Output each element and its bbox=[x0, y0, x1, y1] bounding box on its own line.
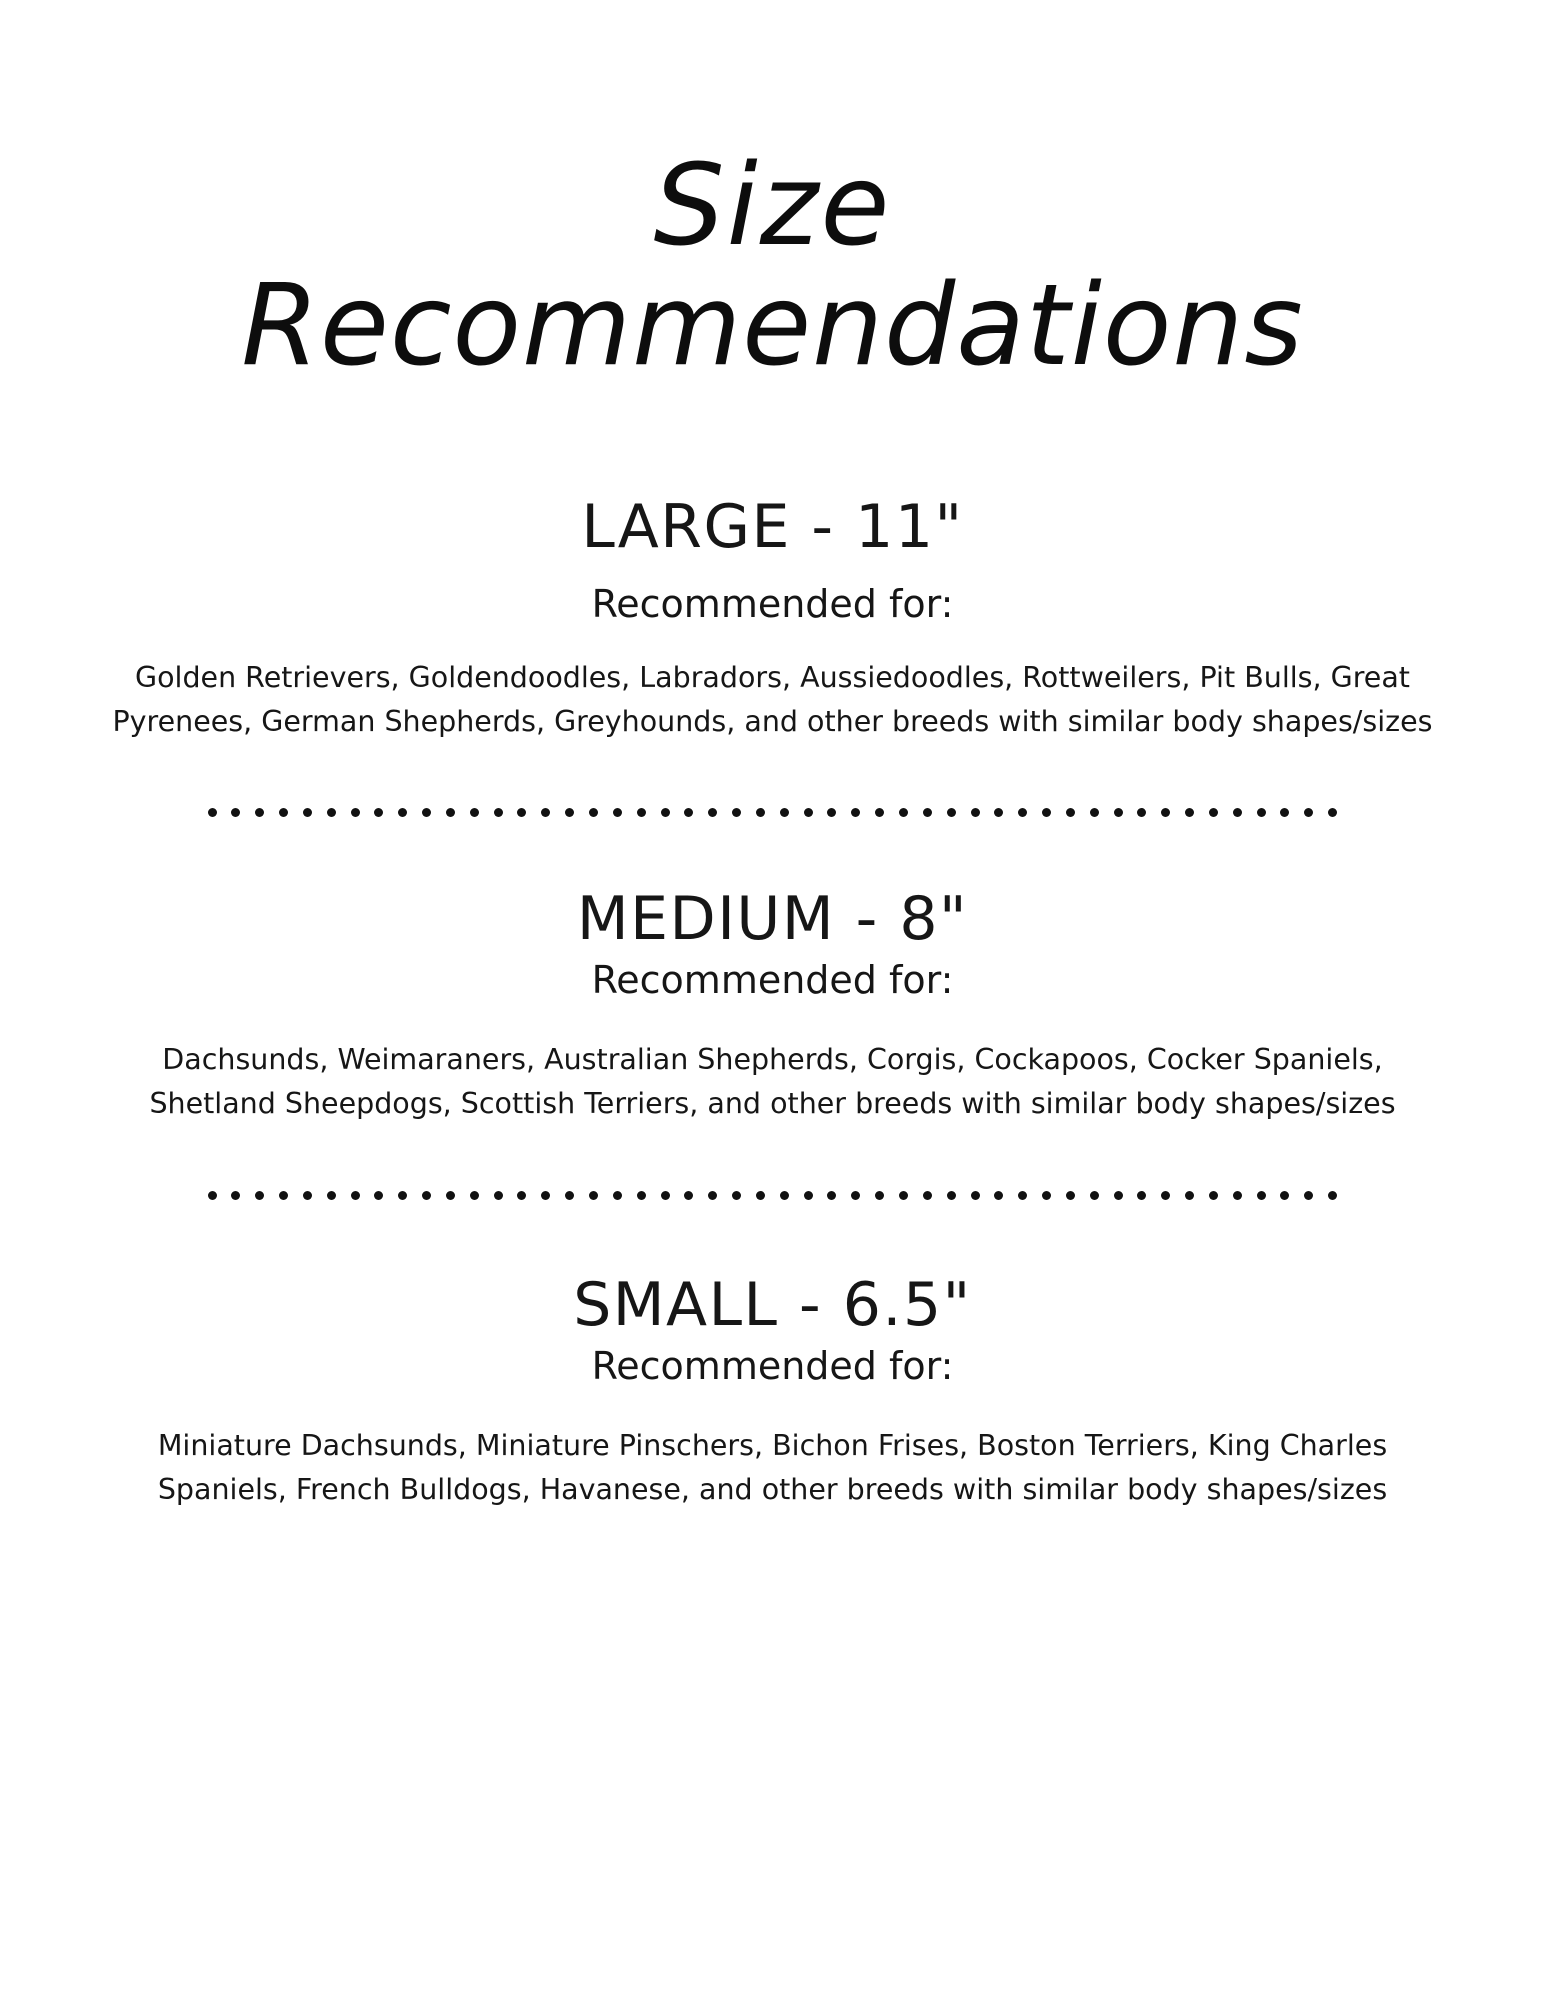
divider-dot bbox=[1233, 1191, 1242, 1200]
divider-dot bbox=[303, 808, 312, 817]
divider-dot bbox=[255, 808, 264, 817]
section-medium-heading: MEDIUM - 8" bbox=[576, 883, 969, 954]
divider-dot bbox=[255, 1191, 264, 1200]
divider-dot bbox=[1304, 808, 1313, 817]
section-small-breeds: Miniature Dachsunds, Miniature Pinschers, Bichon Frises, Boston Terriers, King Charles Spaniels, French Bulldogs, Havanese, and other breeds with similar body shapes/sizes bbox=[157, 1429, 1388, 1507]
dotted-divider-1 bbox=[208, 806, 1338, 820]
divider-dot bbox=[684, 808, 693, 817]
divider-dot bbox=[994, 808, 1003, 817]
divider-dot bbox=[756, 1191, 765, 1200]
divider-dot bbox=[494, 1191, 503, 1200]
divider-dot bbox=[780, 808, 789, 817]
divider-dot bbox=[851, 1191, 860, 1200]
divider-dot bbox=[351, 808, 360, 817]
divider-dot bbox=[589, 1191, 598, 1200]
divider-dot bbox=[1280, 808, 1289, 817]
divider-dot bbox=[827, 808, 836, 817]
divider-dot bbox=[1161, 1191, 1170, 1200]
divider-dot bbox=[708, 1191, 717, 1200]
divider-dot bbox=[851, 808, 860, 817]
divider-dot bbox=[732, 808, 741, 817]
divider-dot bbox=[875, 808, 884, 817]
section-small-subheading: Recommended for: bbox=[591, 1344, 954, 1389]
divider-dot bbox=[303, 1191, 312, 1200]
divider-dot bbox=[1042, 1191, 1051, 1200]
divider-dot bbox=[517, 1191, 526, 1200]
divider-dot bbox=[327, 1191, 336, 1200]
divider-dot bbox=[732, 1191, 741, 1200]
divider-dot bbox=[1114, 1191, 1123, 1200]
divider-dot bbox=[565, 808, 574, 817]
divider-dot bbox=[1328, 808, 1337, 817]
divider-dot bbox=[231, 808, 240, 817]
divider-dot bbox=[971, 808, 980, 817]
divider-dot bbox=[637, 808, 646, 817]
divider-dot bbox=[398, 808, 407, 817]
divider-dot bbox=[470, 808, 479, 817]
divider-dot bbox=[374, 808, 383, 817]
divider-dot bbox=[1042, 808, 1051, 817]
divider-dot bbox=[804, 1191, 813, 1200]
divider-dot bbox=[637, 1191, 646, 1200]
divider-dot bbox=[1018, 1191, 1027, 1200]
title-line-recommendations: Recommendations bbox=[241, 261, 1304, 391]
section-large-subheading: Recommended for: bbox=[591, 581, 954, 626]
section-medium-subheading: Recommended for: bbox=[591, 957, 954, 1002]
divider-dot bbox=[780, 1191, 789, 1200]
divider-dot bbox=[947, 1191, 956, 1200]
page-title bbox=[0, 0, 1545, 391]
divider-dot bbox=[994, 1191, 1003, 1200]
divider-dot bbox=[208, 1191, 217, 1200]
divider-dot bbox=[804, 808, 813, 817]
divider-dot bbox=[1114, 808, 1123, 817]
divider-dot bbox=[971, 1191, 980, 1200]
divider-dot bbox=[517, 808, 526, 817]
section-small bbox=[0, 1272, 1545, 1512]
divider-dot bbox=[1209, 808, 1218, 817]
divider-dot bbox=[398, 1191, 407, 1200]
dotted-divider-2 bbox=[208, 1188, 1338, 1202]
divider-dot bbox=[1209, 1191, 1218, 1200]
section-small-heading: SMALL - 6.5" bbox=[573, 1270, 972, 1341]
divider-dot bbox=[327, 808, 336, 817]
divider-dot bbox=[661, 1191, 670, 1200]
divider-dot bbox=[1161, 808, 1170, 817]
divider-dot bbox=[613, 808, 622, 817]
divider-dot bbox=[446, 808, 455, 817]
divider-dot bbox=[708, 808, 717, 817]
divider-dot bbox=[923, 808, 932, 817]
section-medium-breeds: Dachsunds, Weimaraners, Australian Shepherds, Corgis, Cockapoos, Cocker Spaniels, Shetland Sheepdogs, Scottish Terriers, and other breeds with similar body shapes/sizes bbox=[149, 1042, 1396, 1121]
section-large-breeds: Golden Retrievers, Goldendoodles, Labradors, Aussiedoodles, Rottweilers, Pit Bulls, Great Pyrenees, German Shepherds, Greyhounds, and other breeds with similar body shapes/sizes bbox=[112, 660, 1433, 738]
divider-dot bbox=[613, 1191, 622, 1200]
size-sections bbox=[0, 491, 1545, 1513]
divider-dot bbox=[827, 1191, 836, 1200]
divider-dot bbox=[661, 808, 670, 817]
divider-dot bbox=[1137, 1191, 1146, 1200]
divider-dot bbox=[1066, 1191, 1075, 1200]
divider-dot bbox=[1233, 808, 1242, 817]
divider-dot bbox=[875, 1191, 884, 1200]
divider-dot bbox=[1185, 1191, 1194, 1200]
divider-dot bbox=[589, 808, 598, 817]
divider-dot bbox=[208, 808, 217, 817]
divider-dot bbox=[541, 808, 550, 817]
divider-dot bbox=[1018, 808, 1027, 817]
section-medium bbox=[0, 883, 1545, 1126]
divider-dot bbox=[1137, 808, 1146, 817]
divider-dot bbox=[374, 1191, 383, 1200]
divider-dot bbox=[899, 1191, 908, 1200]
divider-dot bbox=[231, 1191, 240, 1200]
divider-dot bbox=[1066, 808, 1075, 817]
divider-dot bbox=[279, 808, 288, 817]
divider-dot bbox=[1090, 1191, 1099, 1200]
divider-dot bbox=[494, 808, 503, 817]
divider-dot bbox=[351, 1191, 360, 1200]
divider-dot bbox=[422, 808, 431, 817]
divider-dot bbox=[1257, 1191, 1266, 1200]
divider-dot bbox=[565, 1191, 574, 1200]
divider-dot bbox=[1185, 808, 1194, 817]
divider-dot bbox=[923, 1191, 932, 1200]
divider-dot bbox=[1280, 1191, 1289, 1200]
divider-dot bbox=[279, 1191, 288, 1200]
divider-dot bbox=[684, 1191, 693, 1200]
divider-dot bbox=[1090, 808, 1099, 817]
divider-dot bbox=[446, 1191, 455, 1200]
divider-dot bbox=[422, 1191, 431, 1200]
title-line-size: Size bbox=[653, 141, 892, 271]
section-large-heading: LARGE - 11" bbox=[581, 491, 964, 562]
divider-dot bbox=[756, 808, 765, 817]
divider-dot bbox=[1328, 1191, 1337, 1200]
divider-dot bbox=[470, 1191, 479, 1200]
divider-dot bbox=[947, 808, 956, 817]
divider-dot bbox=[1304, 1191, 1313, 1200]
divider-dot bbox=[541, 1191, 550, 1200]
divider-dot bbox=[899, 808, 908, 817]
divider-dot bbox=[1257, 808, 1266, 817]
section-large bbox=[0, 491, 1545, 744]
